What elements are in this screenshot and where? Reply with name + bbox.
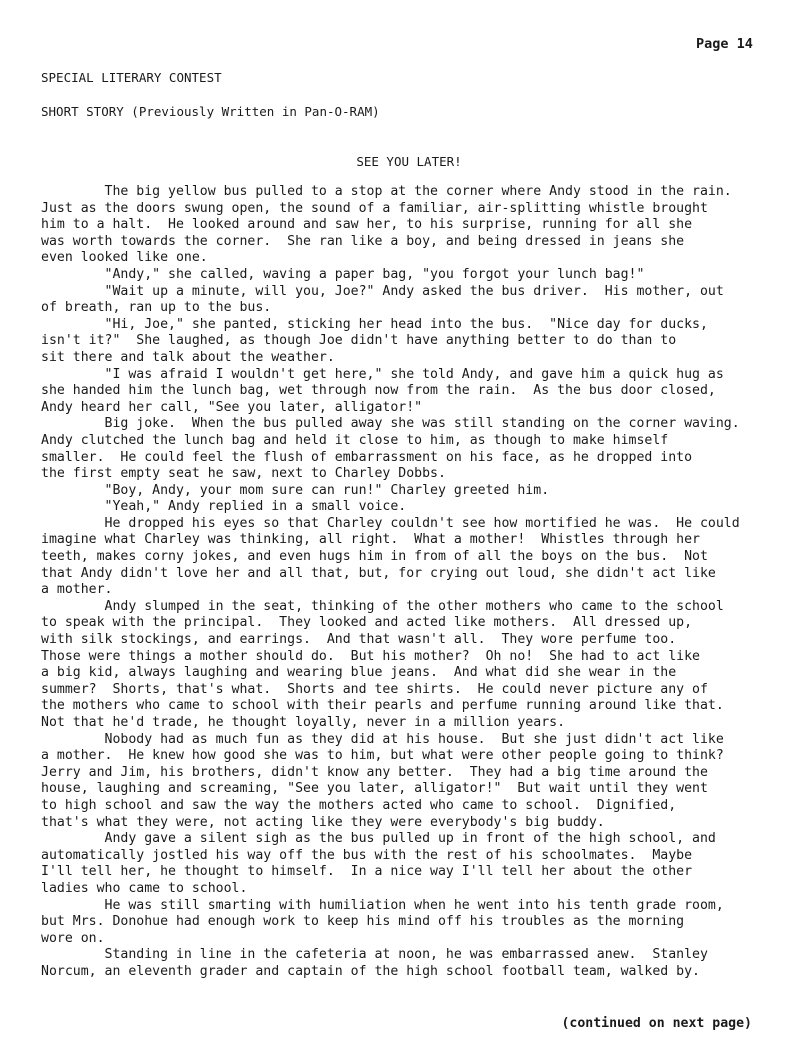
body-line: a mother. [41,582,113,598]
body-line: He dropped his eyes so that Charley couldn't see how mortified he was. He could [41,515,740,531]
body-line: Andy clutched the lunch bag and held it close to him, as though to make himself [41,432,669,448]
body-line: Big joke. When the bus pulled away she was still standing on the corner waving. [41,416,740,432]
body-line: Andy heard her call, "See you later, alligator!" [41,399,423,415]
body-line: to speak with the principal. They looked and acted like mothers. All dressed up, [41,615,693,631]
body-line: Standing in line in the cafeteria at noon, he was embarrassed anew. Stanley [41,947,708,963]
body-line: wore on. [41,930,105,946]
body-line: I'll tell her, he thought to himself. In a nice way I'll tell her about the other [41,864,693,880]
body-line: "I was afraid I wouldn't get here," she told Andy, and gave him a quick hug as [41,366,724,382]
body-line: Nobody had as much fun as they did at his house. But she just didn't act like [41,731,724,747]
body-line: "Boy, Andy, your mom sure can run!" Charley greeted him. [41,482,550,498]
body-line: Andy slumped in the seat, thinking of the other mothers who came to the school [41,598,724,614]
body-line: imagine what Charley was thinking, all right. What a mother! Whistles through her [41,532,700,548]
body-line: "Hi, Joe," she panted, sticking her head into the bus. "Nice day for ducks, [41,316,708,332]
body-line: Not that he'd trade, he thought loyally, never in a million years. [41,715,566,730]
body-line: smaller. He could feel the flush of embarrassment on his face, as he dropped into [41,449,693,465]
continued-note: (continued on next page) [561,1016,752,1031]
body-line: of breath, ran up to the bus. [41,300,272,316]
body-line: Those were things a mother should do. But his mother? Oh no! She had to act like [41,648,700,664]
body-line: a mother. He knew how good she was to him, but what were other people going to think? [41,748,724,764]
body-line: "Andy," she called, waving a paper bag, "you forgot your lunch bag!" [41,266,645,282]
body-line: even looked like one. [41,250,208,266]
body-line: him to a halt. He looked around and saw her, to his surprise, running for all she [41,217,693,233]
body-line: that's what they were, not acting like they were everybody's big buddy. [41,814,605,830]
body-line: the mothers who came to school with their pearls and perfume running around like that. [41,698,724,714]
body-line: The big yellow bus pulled to a stop at the corner where Andy stood in the rain. [41,184,732,199]
body-line: "Yeah," Andy replied in a small voice. [41,499,407,515]
body-line: but Mrs. Donohue had enough work to keep his mind off his troubles as the morning [41,914,685,930]
story-title: SEE YOU LATER! [356,154,462,169]
body-line: He was still smarting with humiliation when he went into his tenth grade room, [41,897,724,913]
body-line: a big kid, always laughing and wearing blue jeans. And what did she wear in the [41,665,677,681]
body-line: ladies who came to school. [41,880,248,896]
category-heading: SHORT STORY (Previously Written in Pan-O-RAM) [41,104,380,119]
body-line: that Andy didn't love her and all that, but, for crying out loud, she didn't act like [41,565,716,581]
body-line: was worth towards the corner. She ran like a boy, and being dressed in jeans she [41,233,685,249]
body-line: house, laughing and screaming, "See you later, alligator!" But wait until they went [41,781,708,797]
body-line: Norcum, an eleventh grader and captain of the high school football team, walked by. [41,963,700,979]
body-line: automatically jostled his way off the bus with the rest of his schoolmates. Maybe [41,847,693,863]
body-line: with silk stockings, and earrings. And that wasn't all. They wore perfume too. [41,632,677,648]
body-line: "Wait up a minute, will you, Joe?" Andy asked the bus driver. His mother, out [41,283,724,299]
body-line: she handed him the lunch bag, wet through now from the rain. As the bus door closed, [41,383,716,399]
body-line: Just as the doors swung open, the sound of a familiar, air-splitting whistle brought [41,200,708,216]
body-line: isn't it?" She laughed, as though Joe didn't have anything better to do than to [41,333,677,349]
page-number: Page 14 [696,36,753,52]
body-line: Jerry and Jim, his brothers, didn't know any better. They had a big time around the [41,764,708,780]
body-line: sit there and talk about the weather. [41,349,335,365]
body-line: the first empty seat he saw, next to Charley Dobbs. [41,466,446,482]
section-heading: SPECIAL LITERARY CONTEST [41,70,222,85]
body-line: summer? Shorts, that's what. Shorts and tee shirts. He could never picture any of [41,681,708,697]
body-line: teeth, makes corny jokes, and even hugs him in from of all the boys on the bus. Not [41,549,708,565]
body-line: Andy gave a silent sigh as the bus pulled up in front of the high school, and [41,831,716,847]
body-line: to high school and saw the way the mothers acted who came to school. Dignified, [41,797,677,813]
story-body [41,184,761,981]
